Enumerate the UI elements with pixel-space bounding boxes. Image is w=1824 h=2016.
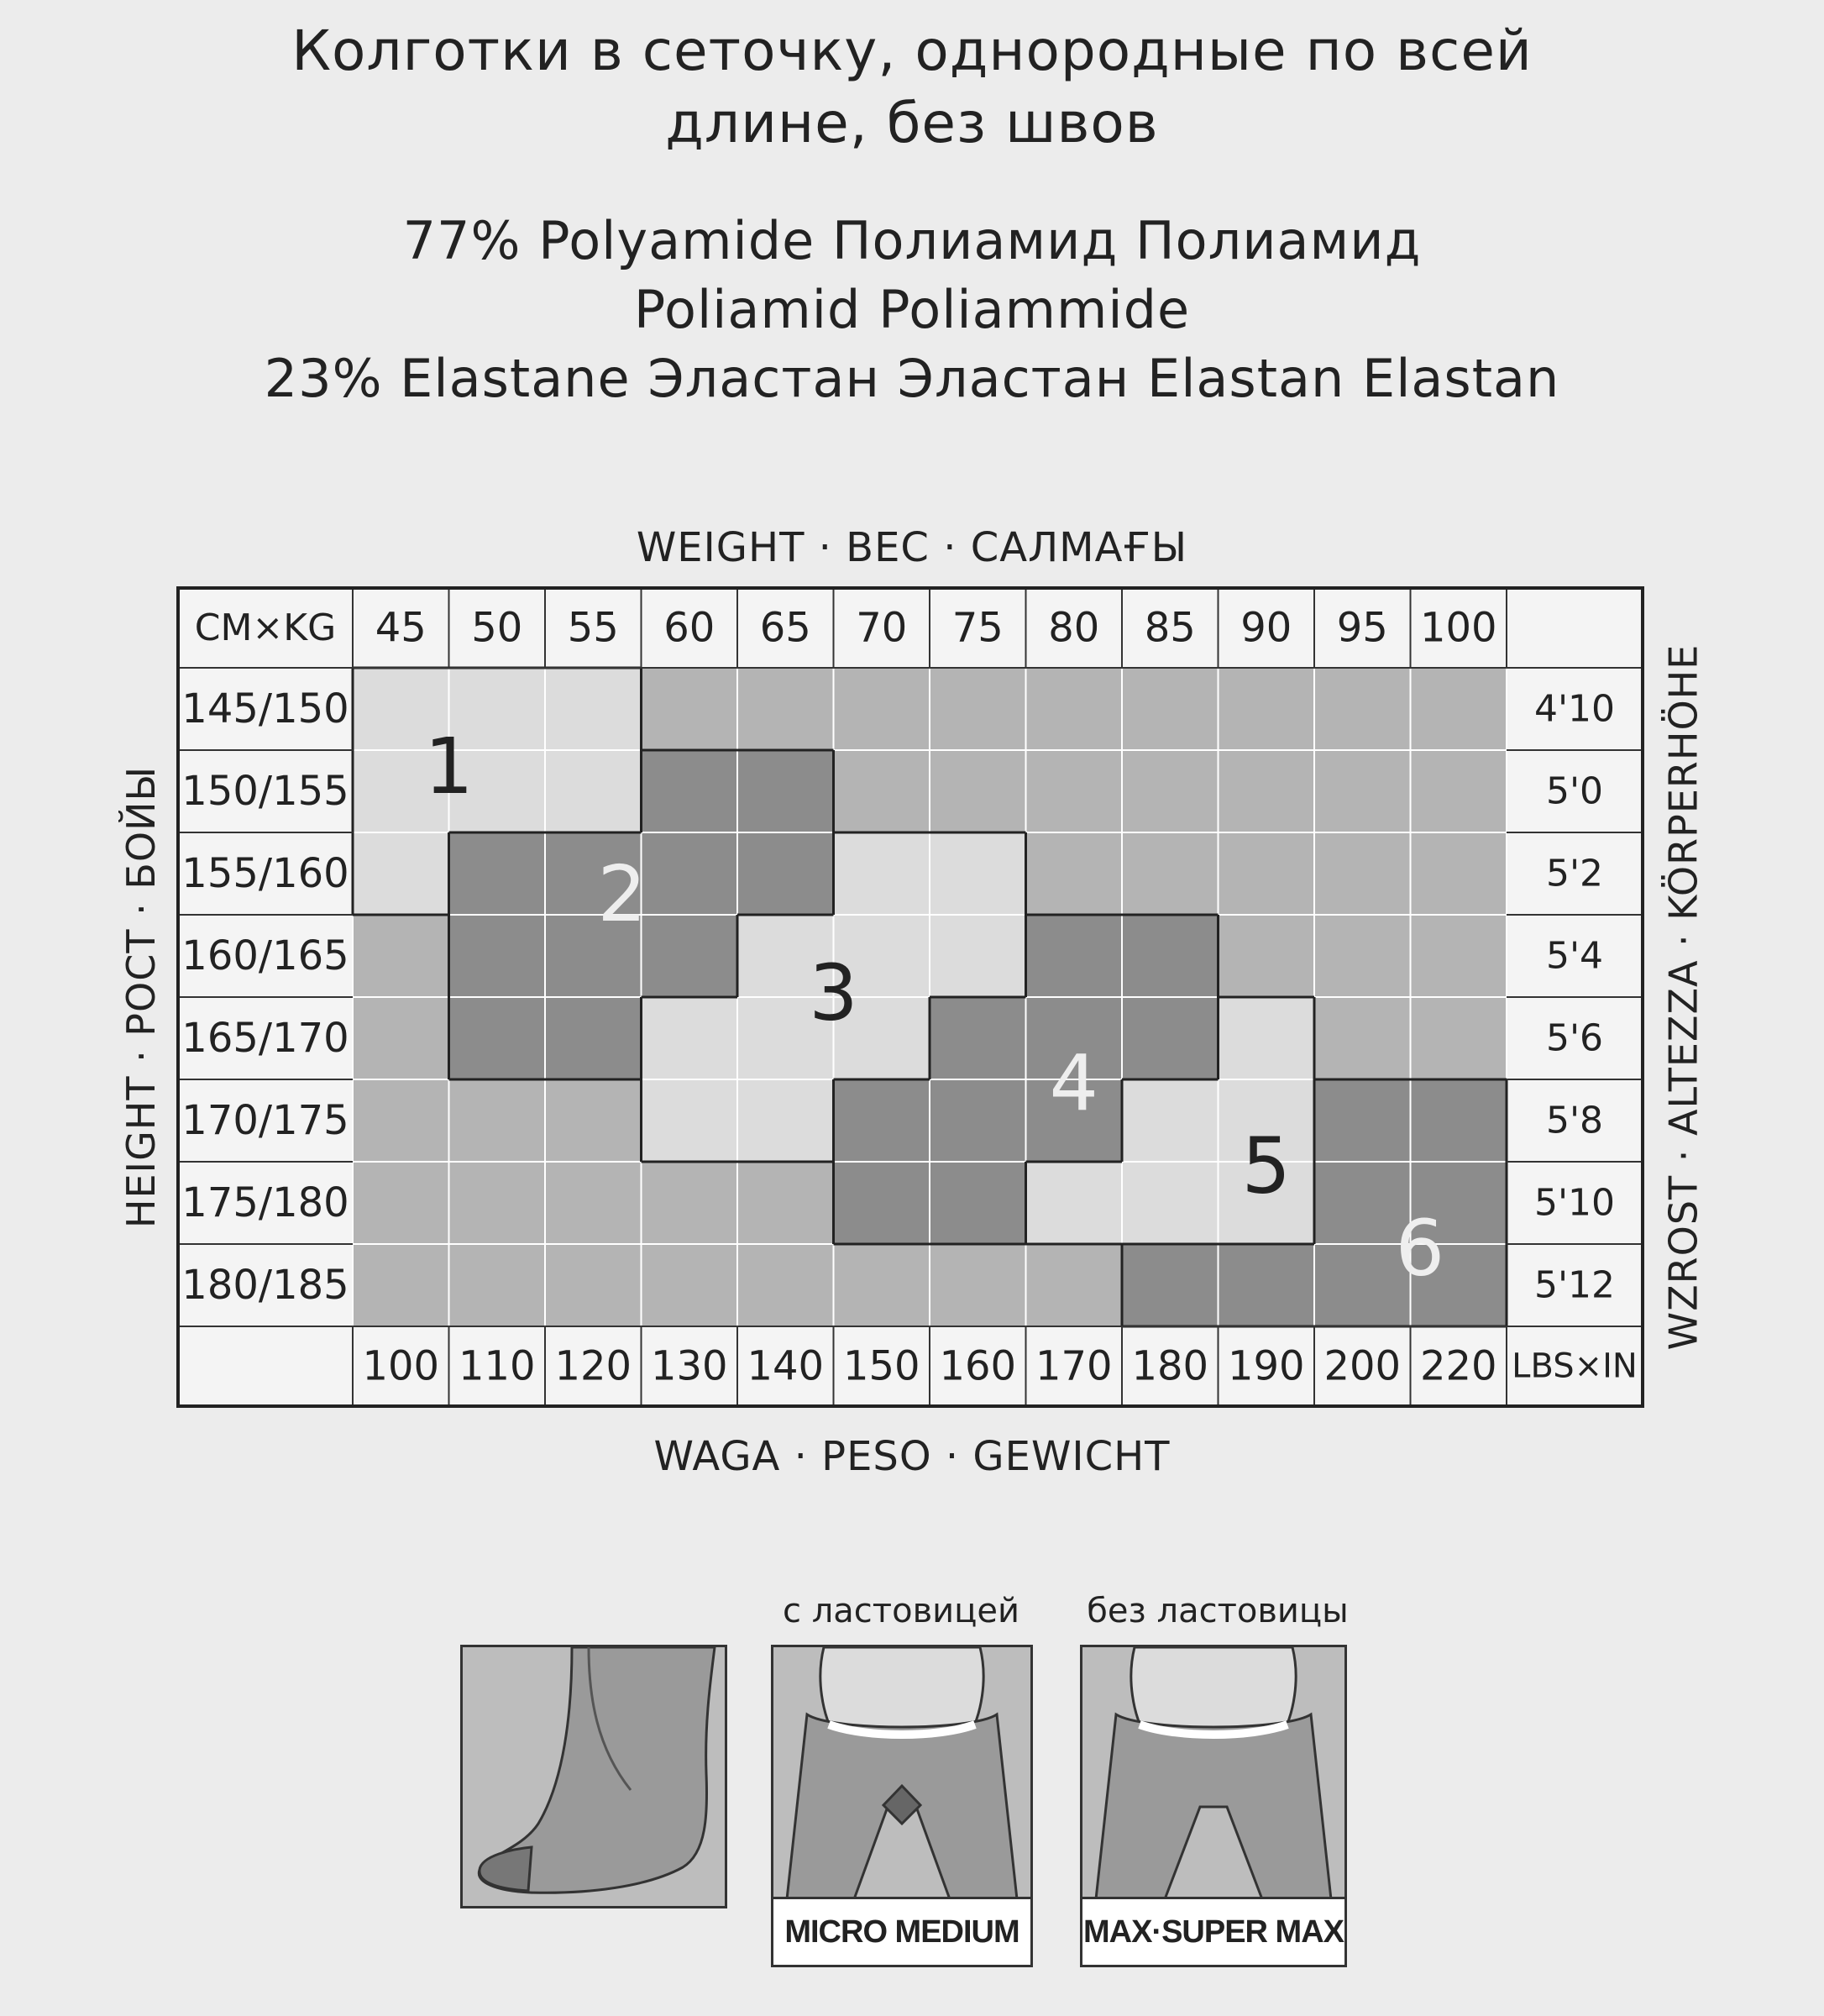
- size-cell: [1122, 1244, 1219, 1326]
- size-cell: [642, 997, 738, 1079]
- size-cell: [930, 1079, 1026, 1162]
- size-cell: [449, 915, 546, 997]
- size-cell: [545, 750, 642, 832]
- size-cell: [1219, 668, 1315, 750]
- cm-value: 175/180: [181, 1179, 349, 1226]
- size-cell: [1314, 997, 1411, 1079]
- size-cell: [449, 997, 546, 1079]
- size-cell: [545, 1244, 642, 1326]
- size-cell: [1122, 997, 1219, 1079]
- lbs-value: 130: [650, 1342, 728, 1390]
- cm-value: 145/150: [181, 685, 349, 732]
- size-cell: [353, 997, 449, 1079]
- size-cell: [545, 1079, 642, 1162]
- size-cell: [1219, 997, 1315, 1079]
- reinforced-toe-panel: [460, 1645, 727, 1908]
- cm-value: 160/165: [181, 932, 349, 979]
- lbs-value: 190: [1227, 1342, 1305, 1390]
- size-cell: [642, 1162, 738, 1244]
- max-super-max-panel: [1080, 1645, 1347, 1967]
- inch-value: 5'4: [1545, 934, 1604, 978]
- size-cell: [1026, 915, 1123, 997]
- inch-value: 4'10: [1533, 687, 1616, 731]
- size-cell: [1411, 668, 1507, 750]
- composition-line-2: Poliamid Poliammide: [633, 279, 1191, 340]
- size-cell: [1122, 1162, 1219, 1244]
- lbs-value: 200: [1323, 1342, 1402, 1390]
- size-cell: [545, 668, 642, 750]
- lbs-value: 140: [747, 1342, 825, 1390]
- size-cell: [737, 750, 834, 832]
- height-axis-label-left: HEIGHT · РОСТ · БОЙЫ: [118, 765, 165, 1229]
- kg-value: 65: [759, 604, 811, 652]
- lbs-value: 100: [362, 1342, 440, 1390]
- composition-line-1: 77% Polyamide Полиамид Полиамид: [402, 210, 1422, 271]
- inch-value: 5'2: [1545, 852, 1604, 895]
- product-title-line-1: Колготки в сеточку, однородные по всей: [291, 18, 1533, 83]
- size-cell: [930, 832, 1026, 915]
- tights-without-gusset-icon: [1082, 1647, 1344, 1899]
- inch-value: 5'8: [1545, 1099, 1604, 1142]
- inch-value: 5'6: [1545, 1016, 1604, 1060]
- lbs-value: 150: [842, 1342, 920, 1390]
- height-axis-label-right: WZROST · ALTEZZA · KÖRPERHÖHE: [1659, 643, 1706, 1351]
- size-cell: [642, 1079, 738, 1162]
- size-cell: [930, 668, 1026, 750]
- kg-value: 50: [471, 604, 523, 652]
- size-cell: [1026, 668, 1123, 750]
- size-zone-4: 4: [1049, 1038, 1099, 1129]
- size-cell: [737, 1244, 834, 1326]
- kg-value: 60: [663, 604, 715, 652]
- size-zone-5: 5: [1241, 1121, 1292, 1211]
- size-cell: [930, 750, 1026, 832]
- cm-kg-header: CM×KG: [194, 606, 337, 649]
- lbs-value: 170: [1035, 1342, 1113, 1390]
- inch-value: 5'0: [1545, 769, 1604, 813]
- size-cell: [1026, 832, 1123, 915]
- size-cell: [642, 750, 738, 832]
- size-cell: [1219, 832, 1315, 915]
- size-cell: [353, 1244, 449, 1326]
- lbs-value: 180: [1131, 1342, 1209, 1390]
- size-cell: [1411, 915, 1507, 997]
- kg-value: 90: [1240, 604, 1292, 652]
- lbs-in-header: LBS×IN: [1512, 1347, 1638, 1386]
- size-cell: [1026, 750, 1123, 832]
- micro-medium-panel: [771, 1645, 1033, 1967]
- size-cell: [1314, 915, 1411, 997]
- size-zone-2: 2: [597, 849, 647, 939]
- kg-value: 100: [1419, 604, 1497, 652]
- size-cell: [353, 1162, 449, 1244]
- size-cell: [1026, 1244, 1123, 1326]
- size-cell: [834, 668, 930, 750]
- size-cell: [834, 750, 930, 832]
- size-cell: [353, 915, 449, 997]
- cm-value: 165/170: [181, 1015, 349, 1062]
- composition-line-3: 23% Elastane Эластан Эластан Elastan Elastan: [264, 348, 1560, 409]
- size-cell: [1314, 1079, 1411, 1162]
- size-cell: [1411, 1079, 1507, 1162]
- size-cell: [1122, 750, 1219, 832]
- size-cell: [1314, 750, 1411, 832]
- size-cell: [930, 997, 1026, 1079]
- size-cell: [1122, 832, 1219, 915]
- size-cell: [1314, 668, 1411, 750]
- size-cell: [449, 832, 546, 915]
- kg-value: 85: [1144, 604, 1196, 652]
- size-cell: [1122, 1079, 1219, 1162]
- size-cell: [1219, 915, 1315, 997]
- size-cell: [930, 1244, 1026, 1326]
- size-cell: [353, 1079, 449, 1162]
- lbs-value: 220: [1419, 1342, 1497, 1390]
- size-cell: [1411, 832, 1507, 915]
- size-cell: [737, 1079, 834, 1162]
- size-cell: [1411, 997, 1507, 1079]
- lbs-value: 110: [458, 1342, 536, 1390]
- kg-value: 55: [567, 604, 619, 652]
- size-zone-6: 6: [1395, 1203, 1445, 1294]
- kg-value: 45: [375, 604, 427, 652]
- size-cell: [642, 915, 738, 997]
- size-cell: [1026, 1162, 1123, 1244]
- size-cell: [449, 1162, 546, 1244]
- size-cell: [1314, 832, 1411, 915]
- inch-value: 5'10: [1533, 1181, 1616, 1225]
- size-cell: [642, 832, 738, 915]
- size-cell: [737, 1162, 834, 1244]
- size-cell: [737, 668, 834, 750]
- size-cell: [834, 1162, 930, 1244]
- size-cell: [545, 1162, 642, 1244]
- cm-value: 155/160: [181, 850, 349, 897]
- size-zone-1: 1: [424, 722, 474, 812]
- size-cell: [1219, 750, 1315, 832]
- micro-medium-tag: MICRO MEDIUM: [773, 1897, 1030, 1965]
- caption-without-gusset: без ластовицы: [1087, 1592, 1349, 1630]
- size-cell: [834, 1079, 930, 1162]
- cm-value: 150/155: [181, 768, 349, 815]
- size-cell: [834, 832, 930, 915]
- weight-axis-label-top: WEIGHT · ВЕС · САЛМАҒЫ: [636, 524, 1188, 571]
- max-super-max-tag: MAX·SUPER MAX: [1082, 1897, 1344, 1965]
- size-cell: [545, 997, 642, 1079]
- size-cell: [930, 915, 1026, 997]
- size-cell: [353, 832, 449, 915]
- weight-axis-label-bottom: WAGA · PESO · GEWICHT: [653, 1433, 1171, 1480]
- size-cell: [1122, 915, 1219, 997]
- product-title-line-2: длине, без швов: [665, 91, 1159, 155]
- size-cell: [930, 1162, 1026, 1244]
- size-cell: [1411, 750, 1507, 832]
- kg-value: 75: [951, 604, 1004, 652]
- size-cell: [449, 1079, 546, 1162]
- cm-value: 180/185: [181, 1262, 349, 1309]
- kg-value: 80: [1048, 604, 1100, 652]
- size-cell: [1219, 1244, 1315, 1326]
- inch-value: 5'12: [1533, 1263, 1616, 1307]
- size-cell: [449, 1244, 546, 1326]
- kg-value: 95: [1336, 604, 1388, 652]
- tights-with-gusset-icon: [773, 1647, 1030, 1899]
- size-zone-3: 3: [809, 948, 858, 1038]
- reinforced-toe-icon: [463, 1647, 725, 1906]
- size-cell: [1122, 668, 1219, 750]
- lbs-value: 120: [554, 1342, 632, 1390]
- caption-with-gusset: с ластовицей: [783, 1592, 1019, 1630]
- size-cell: [642, 1244, 738, 1326]
- size-cell: [737, 832, 834, 915]
- lbs-value: 160: [939, 1342, 1017, 1390]
- cm-value: 170/175: [181, 1097, 349, 1144]
- size-cell: [834, 1244, 930, 1326]
- size-cell: [642, 668, 738, 750]
- kg-value: 70: [856, 604, 908, 652]
